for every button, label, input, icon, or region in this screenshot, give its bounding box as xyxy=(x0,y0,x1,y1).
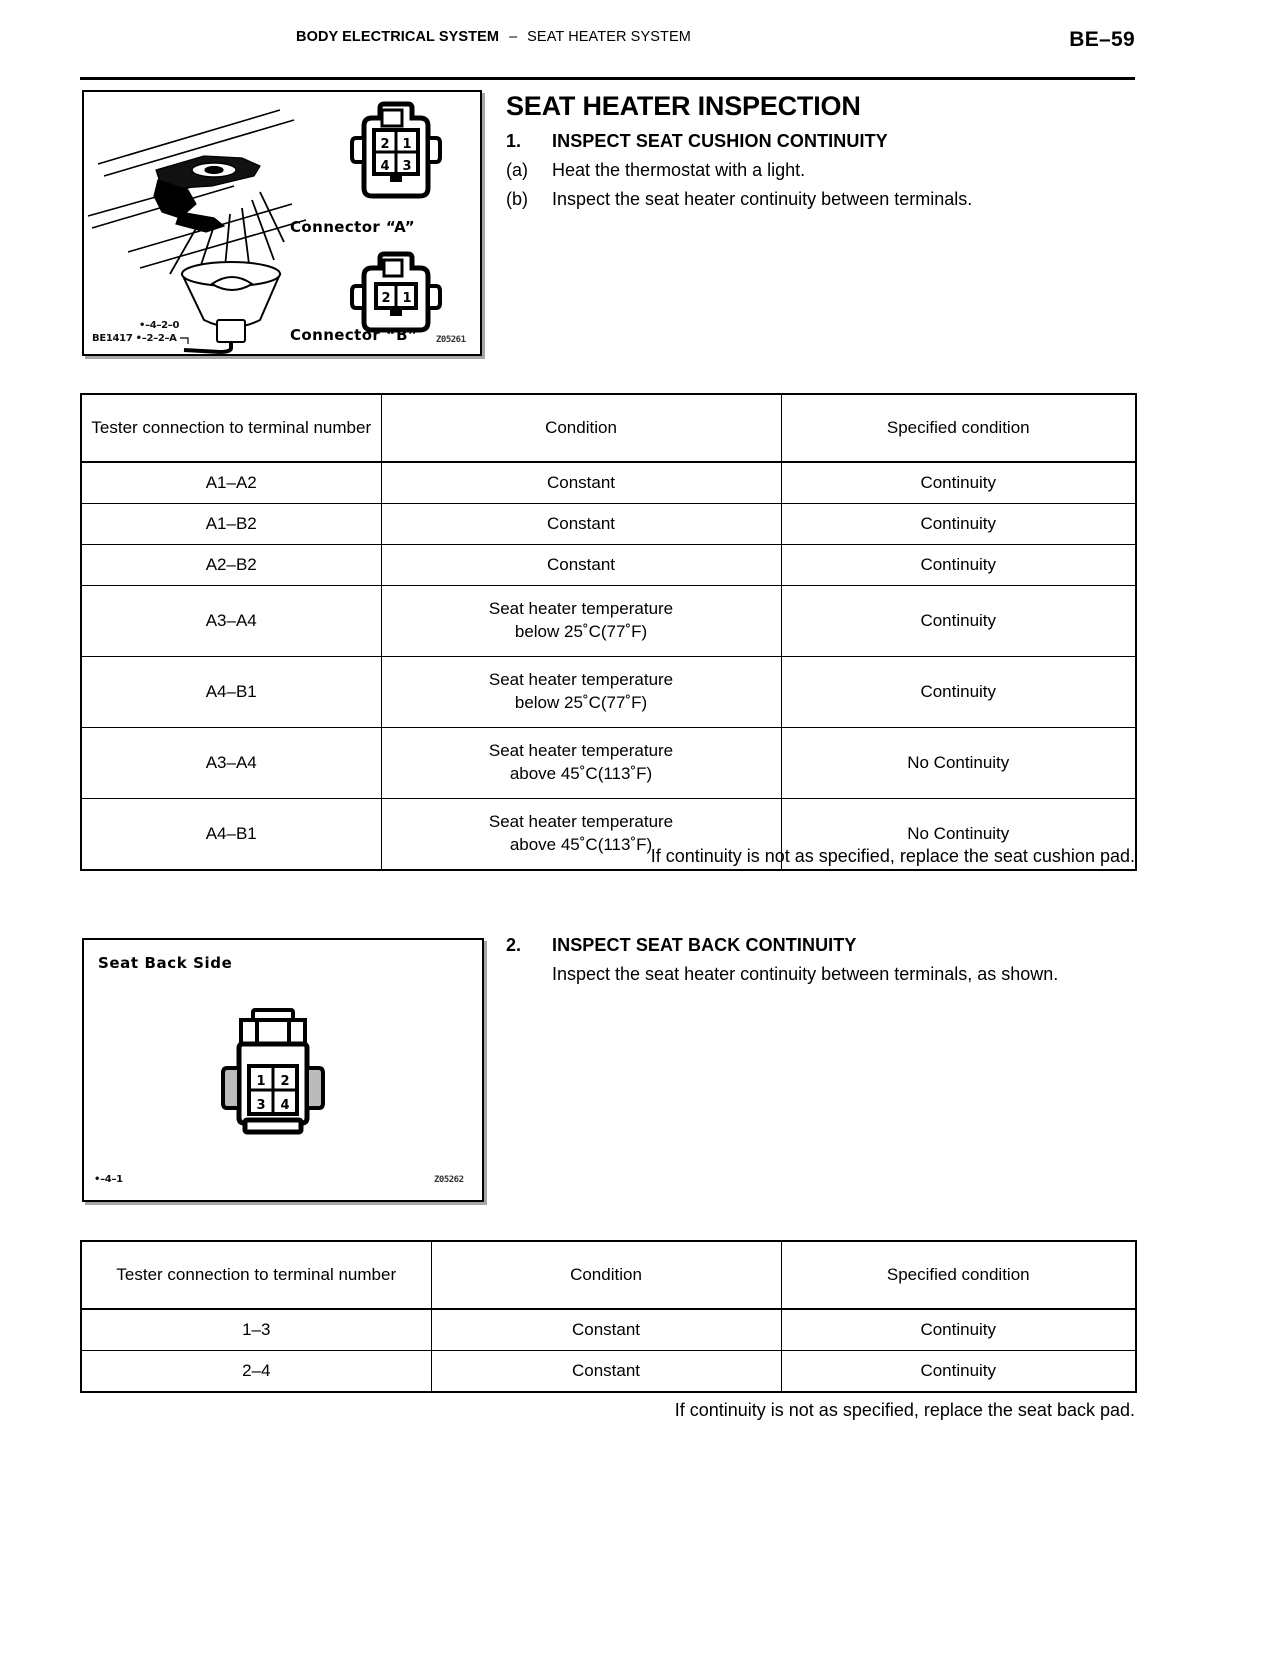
substep-b-row xyxy=(506,186,1138,212)
cell-condition-line1: Seat heater temperature xyxy=(488,670,674,690)
table-row xyxy=(81,1351,1136,1393)
cell-condition-line2: above 45˚C(113˚F) xyxy=(509,764,653,783)
cell-condition-line2: above 45˚C(113˚F) xyxy=(509,835,653,854)
table-row xyxy=(81,586,1136,657)
breadcrumb-subsection: SEAT HEATER SYSTEM xyxy=(527,29,691,45)
cell-terminal: A2–B2 xyxy=(81,545,381,586)
cell-specified: No Continuity xyxy=(781,799,1136,871)
cell-condition xyxy=(381,586,781,657)
table-row xyxy=(81,728,1136,799)
header-condition: Condition xyxy=(381,394,781,462)
seat-back-pin-1: 1 xyxy=(256,1074,266,1089)
header-terminal-line1: Tester connection to xyxy=(91,417,244,437)
connector-a-pin-2: 2 xyxy=(380,137,390,152)
step-1-number: 1. xyxy=(506,130,522,151)
step-1-heading-row xyxy=(506,128,1138,154)
cell-condition: Constant xyxy=(381,545,781,586)
connector-a-pin-3: 3 xyxy=(402,159,412,174)
cell-specified: Continuity xyxy=(781,545,1136,586)
connector-a-label: Connector “A” xyxy=(290,218,416,236)
header-specified: Specified condition xyxy=(781,1241,1136,1309)
cell-condition: Constant xyxy=(381,462,781,504)
seat-back-pin-3: 3 xyxy=(256,1098,266,1113)
substep-a-label: (a) xyxy=(506,159,528,180)
cell-specified: Continuity xyxy=(781,1351,1136,1393)
breadcrumb xyxy=(296,28,691,46)
seat-back-pin-2: 2 xyxy=(280,1074,290,1089)
step-2-body: Inspect the seat heater continuity between terminals, as shown. xyxy=(552,964,1059,985)
table-header-row xyxy=(81,1241,1136,1309)
page-number: BE–59 xyxy=(1069,28,1135,51)
table-row xyxy=(81,1309,1136,1351)
cell-terminal: 2–4 xyxy=(81,1351,431,1393)
seat-cushion-note: If continuity is not as specified, replace the seat cushion pad. xyxy=(650,846,1135,866)
cell-terminal: A4–B1 xyxy=(81,799,381,871)
cell-terminal: A4–B1 xyxy=(81,657,381,728)
cell-specified: Continuity xyxy=(781,657,1136,728)
seat-back-continuity-table xyxy=(80,1240,1137,1393)
seat-back-pin-4: 4 xyxy=(280,1098,290,1113)
page-title: SEAT HEATER INSPECTION xyxy=(506,91,861,121)
substep-a-text: Heat the thermostat with a light. xyxy=(552,159,806,180)
cell-condition-line1: Seat heater temperature xyxy=(488,812,674,832)
table-row xyxy=(81,545,1136,586)
cell-condition xyxy=(381,657,781,728)
cell-condition: Constant xyxy=(431,1351,781,1393)
step-2-heading-row xyxy=(506,932,1138,958)
instruction-block-step-1 xyxy=(506,92,1138,215)
seat-back-note: If continuity is not as specified, replace the seat back pad. xyxy=(674,1400,1135,1420)
breadcrumb-separator: – xyxy=(509,29,518,45)
header-specified: Specified condition xyxy=(781,394,1136,462)
table-row xyxy=(81,462,1136,504)
cell-terminal: A3–A4 xyxy=(81,586,381,657)
header-condition: Condition xyxy=(431,1241,781,1309)
connector-b-pin-1: 1 xyxy=(402,291,412,306)
cell-terminal: A3–A4 xyxy=(81,728,381,799)
seat-cushion-illustration xyxy=(84,92,480,354)
cell-specified: Continuity xyxy=(781,504,1136,545)
table-row xyxy=(81,657,1136,728)
cell-condition xyxy=(381,728,781,799)
figure-seat-back-connector xyxy=(82,938,484,1202)
connector-b-pin-2: 2 xyxy=(381,291,391,306)
connector-b-label: Connector “B” xyxy=(290,326,419,344)
cell-specified: No Continuity xyxy=(781,728,1136,799)
cell-condition-line1: Seat heater temperature xyxy=(488,741,674,761)
seat-cushion-continuity-table xyxy=(80,393,1137,871)
substep-b-text: Inspect the seat heater continuity between terminals. xyxy=(552,188,973,209)
step-2-number: 2. xyxy=(506,935,522,955)
step-2-heading: INSPECT SEAT BACK CONTINUITY xyxy=(552,935,857,955)
cell-specified: Continuity xyxy=(781,462,1136,504)
instruction-block-step-2 xyxy=(506,932,1138,988)
cell-condition-line2: below 25˚C(77˚F) xyxy=(514,622,648,641)
cell-condition-line1: Seat heater temperature xyxy=(488,599,674,619)
substep-a-row xyxy=(506,157,1138,183)
header-terminal-line2: terminal number xyxy=(273,1264,397,1284)
figure-seat-back-title: Seat Back Side xyxy=(98,954,233,972)
figure-seat-back-code: •–4–1 xyxy=(94,1174,123,1185)
header-terminal-line1: Tester connection to xyxy=(116,1264,269,1284)
substep-b-label: (b) xyxy=(506,188,528,209)
figure-code-bottom: BE1417 •–2–2–A xyxy=(92,333,177,344)
figure-code-top: •–4–2–0 xyxy=(139,320,180,331)
breadcrumb-section: BODY ELECTRICAL SYSTEM xyxy=(296,29,500,45)
figure-reference-code: Z05261 xyxy=(436,335,466,345)
connector-a-pin-1: 1 xyxy=(402,137,412,152)
table-row xyxy=(81,504,1136,545)
seat-back-connector-illustration xyxy=(84,940,482,1200)
header-terminal xyxy=(81,394,381,462)
cell-terminal: 1–3 xyxy=(81,1309,431,1351)
header-terminal-line2: terminal number xyxy=(248,417,372,437)
table-header-row xyxy=(81,394,1136,462)
connector-a-pin-4: 4 xyxy=(380,159,390,174)
cell-condition-line2: below 25˚C(77˚F) xyxy=(514,693,648,712)
cell-specified: Continuity xyxy=(781,586,1136,657)
step-1-heading: INSPECT SEAT CUSHION CONTINUITY xyxy=(552,130,888,151)
header-divider xyxy=(80,77,1135,80)
cell-terminal: A1–A2 xyxy=(81,462,381,504)
header-terminal xyxy=(81,1241,431,1309)
figure-seat-back-reference-code: Z05262 xyxy=(434,1175,464,1185)
cell-terminal: A1–B2 xyxy=(81,504,381,545)
cell-specified: Continuity xyxy=(781,1309,1136,1351)
cell-condition: Constant xyxy=(381,504,781,545)
figure-seat-cushion-connectors xyxy=(82,90,482,356)
cell-condition: Constant xyxy=(431,1309,781,1351)
